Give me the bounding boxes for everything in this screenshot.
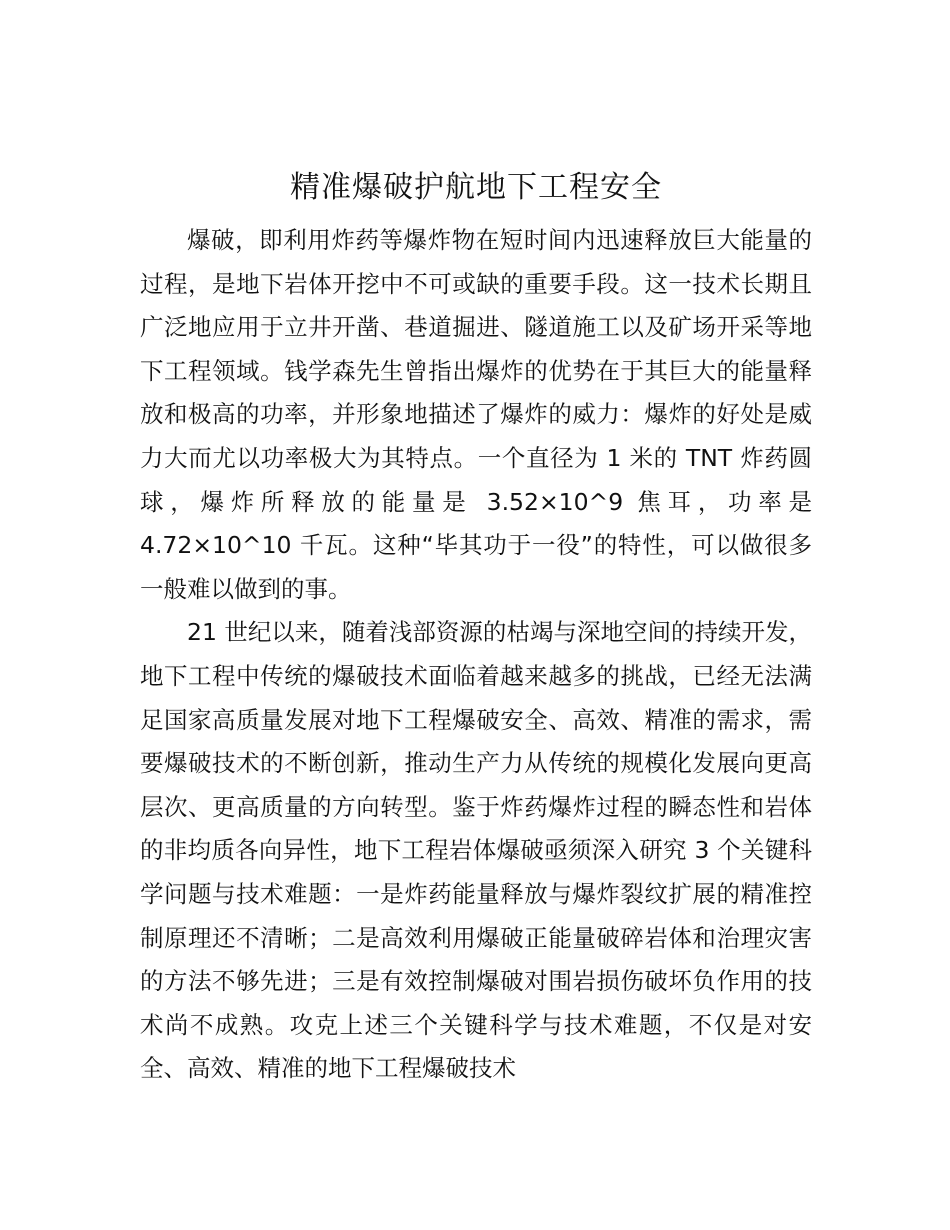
document-title: 精准爆破护航地下工程安全 <box>290 170 662 205</box>
paragraph-1: 爆破，即利用炸药等爆炸物在短时间内迅速释放巨大能量的过程，是地下岩体开挖中不可或缺的重要手段。这一技术长期且广泛地应用于立井开凿、巷道掘进、隧道施工以及矿场开采等地下工程领域。钱学森先生曾指出爆炸的优势在于其巨大的能量释放和极高的功率，并形象地描述了爆炸的威力：爆炸的好处是威力大而尤以功率极大为其特点。一个直径为 1 米的 TNT 炸药圆球，爆炸所释放的能量是 3.52×10^9 焦耳，功率是 4.72×10^10 千瓦。这种“毕其功于一役”的特性，可以做很多一般难以做到的事。 <box>140 226 812 603</box>
paragraph-2: 21 世纪以来，随着浅部资源的枯竭与深地空间的持续开发，地下工程中传统的爆破技术面临着越来越多的挑战，已经无法满足国家高质量发展对地下工程爆破安全、高效、精准的需求，需要爆破技术的不断创新，推动生产力从传统的规模化发展向更高层次、更高质量的方向转型。鉴于炸药爆炸过程的瞬态性和岩体的非均质各向异性，地下工程岩体爆破亟须深入研究 3 个关键科学问题与技术难题：一是炸药能量释放与爆炸裂纹扩展的精准控制原理还不清晰；二是高效利用爆破正能量破碎岩体和治理灾害的方法不够先进；三是有效控制爆破对围岩损伤破坏负作用的技术尚不成熟。攻克上述三个关键科学与技术难题，不仅是对安全、高效、精准的地下工程爆破技术 <box>140 618 812 1083</box>
document-page <box>140 165 812 1091</box>
